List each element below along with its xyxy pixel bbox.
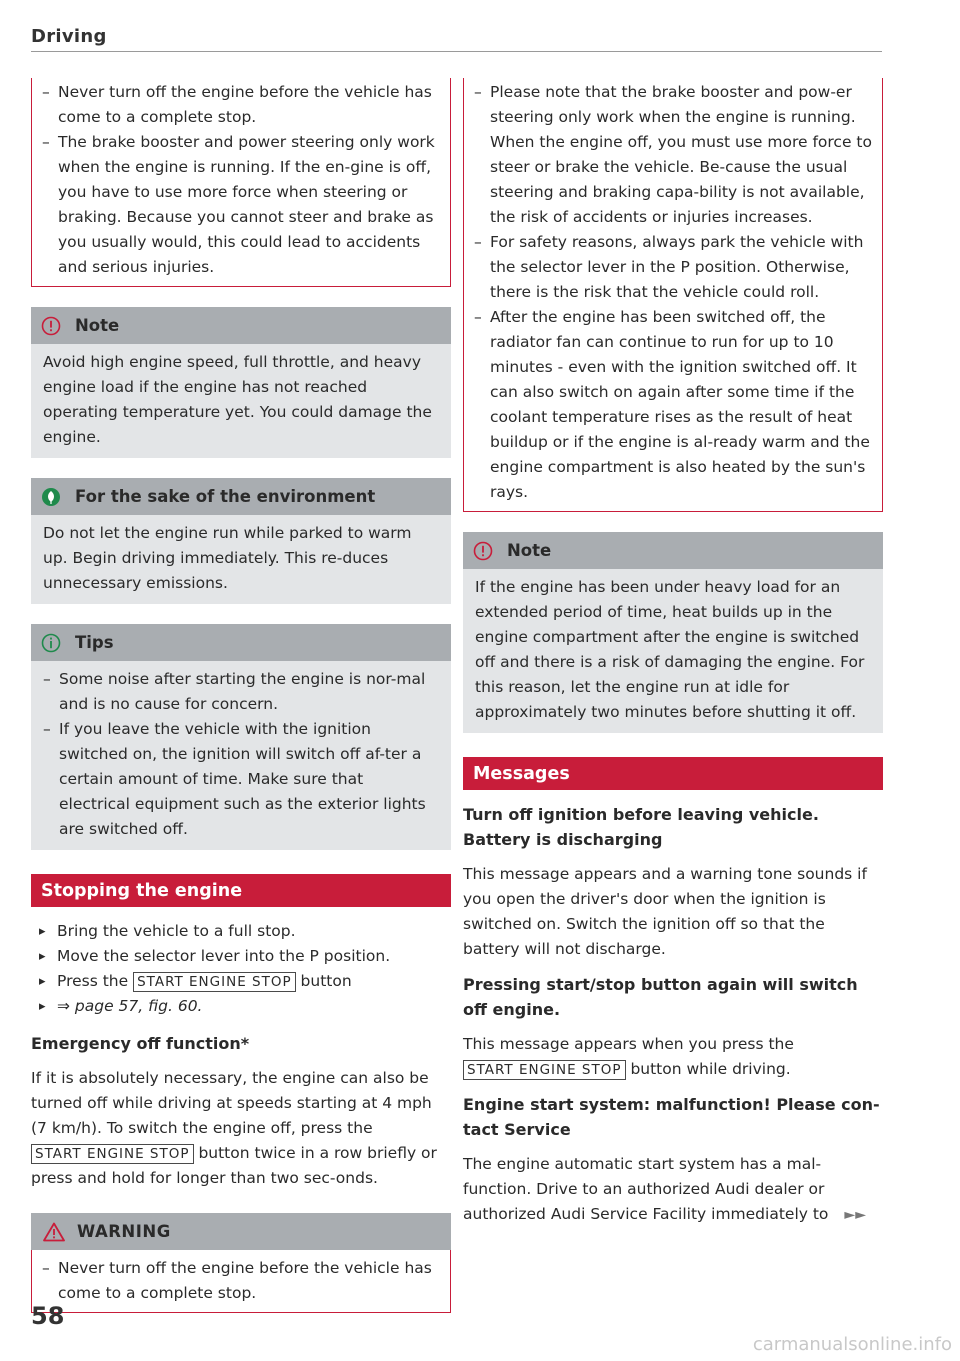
warning-header [31, 1213, 451, 1250]
note-text: Avoid high engine speed, full throttle, and heavy engine load if the engine has not reached operating temperature yet. You could damage the engine. [43, 353, 432, 446]
note-title: Note [507, 541, 552, 560]
stopping-engine-heading: Stopping the engine [31, 874, 451, 907]
warning-triangle-icon [43, 1222, 65, 1242]
environment-header [31, 478, 451, 515]
note-header [463, 532, 883, 569]
warning-title: WARNING [77, 1222, 171, 1241]
header-rule [31, 51, 882, 52]
emergency-off-text: If it is absolutely necessary, the engine can also be turned off while driving at speeds starting at 4 mph (7 km/h). To switch the engine off, press the START ENGINE STOP button twice in a row briefly or press and hold for longer than two sec-onds. [31, 1069, 437, 1187]
warning-item: – Never turn off the engine before the vehicle has come to a complete stop. [32, 80, 442, 130]
message-1-title: Turn off ignition before leaving vehicle. Battery is discharging [463, 805, 819, 849]
step-item: ▸ Press the START ENGINE STOP button [31, 969, 451, 994]
tips-item: – If you leave the vehicle with the ignition switched on, the ignition will switch off af-ter a certain amount of time. Make sure that electrical equipment such as the exterior lights are switched off. [33, 717, 439, 842]
start-engine-stop-button-label: START ENGINE STOP [463, 1060, 626, 1080]
message-3-title: Engine start system: malfunction! Please con-tact Service [463, 1095, 880, 1139]
page-reference-link[interactable]: ▸ ⇒ page 57, fig. 60. [31, 994, 451, 1019]
message-2-text: This message appears when you press the START ENGINE STOP button while driving. [463, 1035, 794, 1078]
caution-circle-icon [473, 541, 493, 561]
continue-arrow-icon: ►► [844, 1207, 866, 1223]
environment-text: Do not let the engine run while parked to warm up. Begin driving immediately. This re-duces unnecessary emissions. [43, 524, 412, 592]
tips-header [31, 624, 451, 661]
watermark: carmanualsonline.info [752, 1334, 952, 1355]
start-engine-stop-button-label: START ENGINE STOP [31, 1144, 194, 1164]
note-box [463, 532, 883, 733]
step-item: ▸ Bring the vehicle to a full stop. [31, 919, 451, 944]
tips-item: – Some noise after starting the engine is nor-mal and is no cause for concern. [33, 667, 439, 717]
warning-item: – Never turn off the engine before the vehicle has come to a complete stop. [32, 1256, 442, 1306]
messages-heading: Messages [463, 757, 883, 790]
note-title: Note [75, 316, 120, 335]
stopping-steps [31, 919, 451, 1019]
caution-circle-icon [41, 316, 61, 336]
environment-title: For the sake of the environment [75, 487, 376, 506]
note-header [31, 307, 451, 344]
environment-box [31, 478, 451, 604]
tips-title: Tips [75, 633, 114, 652]
warning-item: – After the engine has been switched off, the radiator fan can continue to run for up to 10 minutes - even with the ignition switched off. It can also switch on again after some time if the coolant temperature rises as the result of heat buildup or if the engine is al-ready warm and the engine compartment is also heated by the sun's rays. [464, 305, 874, 505]
section-header: Driving [31, 26, 107, 47]
message-1-text: This message appears and a warning tone sounds if you open the driver's door when the ignition is switched on. Switch the ignition off so that the battery will not discharge. [463, 865, 867, 958]
warning-box [31, 1250, 451, 1313]
warning-item: – Please note that the brake booster and pow-er steering only work when the engine is running. When the engine off, you must use more force to steer or brake the vehicle. Be-cause the usual steering and braking capa-bility is not available, the risk of accidents or injuries increases. [464, 80, 874, 230]
warning-continued-box [463, 78, 883, 512]
right-column [463, 78, 883, 1228]
note-text: If the engine has been under heavy load for an extended period of time, heat builds up in the engine compartment after the engine is switched off and there is a risk of damaging the engine. For this reason, let the engine run at idle for approximately two minutes before shutting it off. [475, 578, 865, 721]
message-2-title: Pressing start/stop button again will switch off engine. [463, 975, 858, 1019]
warning-continued-box [31, 78, 451, 287]
left-column [31, 78, 451, 1313]
info-circle-icon [41, 633, 61, 653]
start-engine-stop-button-label: START ENGINE STOP [133, 972, 296, 992]
note-box [31, 307, 451, 458]
tips-box [31, 624, 451, 850]
page-number: 58 [31, 1302, 65, 1330]
step-item: ▸ Move the selector lever into the P position. [31, 944, 451, 969]
message-3-text: The engine automatic start system has a mal-function. Drive to an authorized Audi dealer or authorized Audi Service Facility immediately to ►► [463, 1152, 883, 1228]
warning-item: – The brake booster and power steering only work when the engine is running. If the en-gine is off, you have to use more force when steering or braking. Because you cannot steer and brake as you usually would, this could lead to accidents and serious injuries. [32, 130, 442, 280]
environment-leaf-icon [41, 487, 61, 507]
emergency-off-heading: Emergency off function* [31, 1034, 250, 1053]
warning-item: – For safety reasons, always park the vehicle with the selector lever in the P position. Otherwise, there is the risk that the vehicle could roll. [464, 230, 874, 305]
